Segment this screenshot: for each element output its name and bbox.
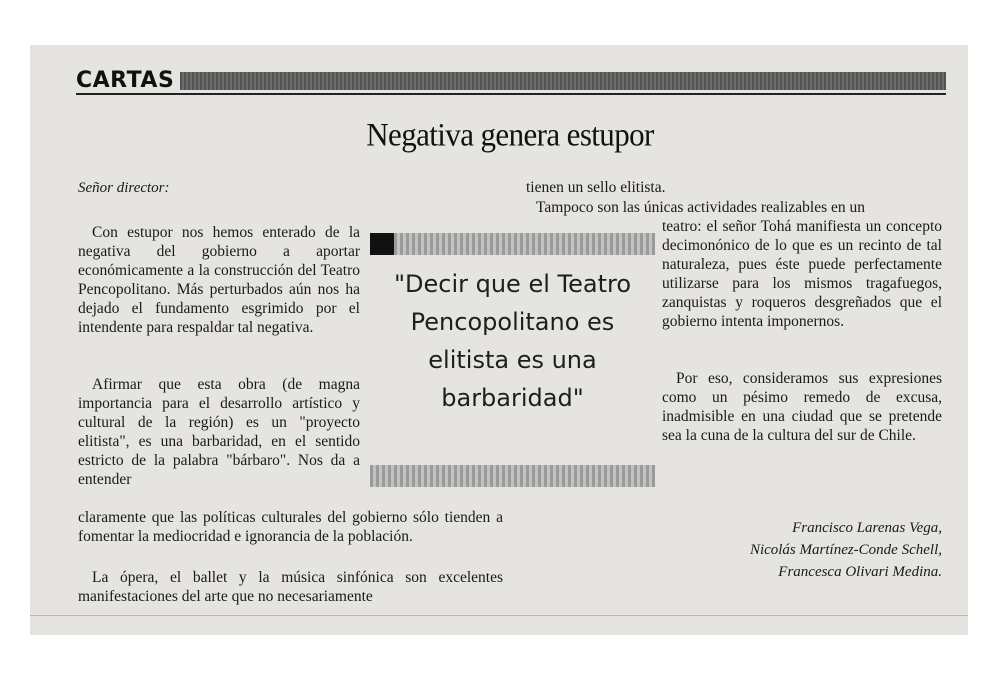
section-header [30,67,968,95]
pull-quote-top-bar [370,233,655,255]
right-paragraph-2: teatro: el señor Tohá manifiesta un concepto decimonónico de lo que es un recinto de tal naturaleza, pues éste puede perfectamente utilizarse para los mismos tragafuegos, zanquistas y roqueros desgreñados que el gobierno intenta imponernos. [662,218,942,330]
signature-line: Francisco Larenas Vega, [792,520,942,536]
left-paragraph-1: Con estupor nos hemos enterado de la negativa del gobierno a aportar económicamente a la construcción del Teatro Pencopolitano. Más perturbados aún nos ha dejado el fundamento esgrimido por el intendente para respaldar tal negativa. [78,224,360,336]
right-paragraph-2-start: Tampoco son las únicas actividades realizables en un [536,199,866,216]
left-paragraph-2: Afirmar que esta obra (de magna importancia para el desarrollo artístico y cultural de la región) es un "proyecto elitista", es una barbaridad, en el sentido estricto de la palabra "bárbaro". Nos da a entender [78,376,360,488]
salutation: Señor director: [78,180,170,196]
newspaper-clipping [30,45,968,635]
right-paragraph-1-end: tienen un sello elitista. [526,179,666,196]
headline: Negativa genera estupor [366,116,654,153]
signature-line: Francesca Olivari Medina. [778,564,942,580]
left-paragraph-2-continued: claramente que las políticas culturales del gobierno sólo tienden a fomentar la mediocridad e ignorancia de la población. [78,509,503,545]
left-paragraph-3: La ópera, el ballet y la música sinfónica son excelentes manifestaciones del arte que no necesariamente [78,569,503,605]
pull-quote-bottom-bar [370,465,655,487]
signatures [650,517,942,583]
section-rule [180,72,946,90]
section-label: CARTAS [76,68,175,93]
pull-quote-text: "Decir que el Teatro Pencopolitano es elitista es una barbaridad" [393,270,632,412]
pull-quote [370,233,655,488]
section-underline [76,93,946,95]
bottom-rule [30,615,968,616]
pull-quote-square-marker [370,233,394,255]
signature-line: Nicolás Martínez-Conde Schell, [749,542,942,558]
right-paragraph-3: Por eso, consideramos sus expresiones como un pésimo remedo de excusa, inadmisible en una ciudad que se pretende sea la cuna de la cultura del sur de Chile. [662,370,942,444]
